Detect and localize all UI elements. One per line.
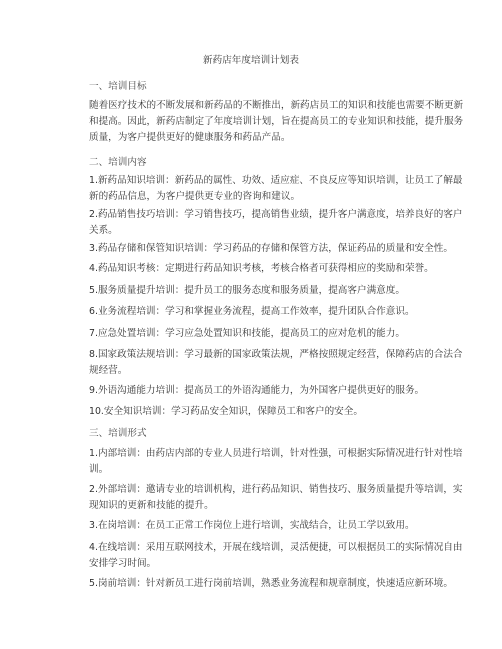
list-item-line: 安排学习时间。	[89, 558, 157, 569]
list-item-number: 6.	[89, 306, 98, 317]
section-heading-format: 三、培训形式	[89, 428, 147, 439]
list-item-number: 10.	[89, 406, 104, 417]
list-item-line	[89, 447, 463, 461]
list-item-line	[89, 348, 463, 362]
list-item-line	[89, 384, 424, 398]
list-item-number: 5.	[89, 285, 98, 296]
list-item-line	[89, 483, 463, 497]
list-item-number: 7.	[89, 328, 98, 339]
section-heading-goals: 一、培训目标	[89, 81, 147, 92]
list-item-text: 业务流程培训：学习和掌握业务流程，提高工作效率，提升团队合作意识。	[97, 306, 415, 317]
list-item-number: 3.	[89, 243, 98, 254]
list-item-text: 国家政策法规培训：学习最新的国家政策法规，严格按照规定经营，保障药店的合法合	[97, 349, 463, 360]
list-item-number: 1.	[89, 448, 98, 459]
list-item-text: 在线培训：采用互联网技术，开展在线培训，灵活便捷，可以根据员工的实际情况自由	[97, 542, 463, 553]
paragraph-line: 随着医疗技术的不断发展和新药品的不断推出，新药店员工的知识和技能也需要不断更新	[89, 100, 464, 111]
list-item-text: 安全知识培训：学习药品安全知识，保障员工和客户的安全。	[103, 406, 363, 417]
list-item-text: 在岗培训：在员工正常工作岗位上进行培训，实战结合，让员工学以致用。	[97, 520, 415, 531]
list-item-text: 应急处置培训：学习应急处置知识和技能，提高员工的应对危机的能力。	[97, 328, 405, 339]
list-item-text: 内部培训：由药店内部的专业人员进行培训，针对性强，可根据实际情况进行针对性培	[97, 448, 463, 459]
list-item-number: 8.	[89, 349, 98, 360]
list-item-number: 2.	[89, 209, 98, 220]
list-item-line	[89, 405, 363, 419]
list-item-text: 服务质量提升培训：提升员工的服务态度和服务质量，提高客户满意度。	[97, 285, 405, 296]
list-item-line	[89, 208, 463, 222]
list-item-line	[89, 284, 405, 298]
list-item-number: 5.	[89, 578, 98, 589]
list-item-line	[89, 262, 434, 276]
list-item-text: 药品知识考核：定期进行药品知识考核，考核合格者可获得相应的奖励和荣誉。	[97, 263, 434, 274]
list-item-text: 新药品知识培训：新药品的属性、功效、适应症、不良反应等知识培训，让员工了解最	[97, 175, 463, 186]
list-item-number: 9.	[89, 385, 98, 396]
list-item-line	[89, 541, 463, 555]
list-item-number: 4.	[89, 542, 98, 553]
list-item-line: 现知识的更新和技能的提升。	[89, 500, 214, 511]
list-item-line	[89, 519, 415, 533]
list-item-line: 规经营。	[89, 365, 128, 376]
list-item-line	[89, 577, 453, 591]
list-item-line: 关系。	[89, 225, 118, 236]
list-item-line	[89, 327, 405, 341]
list-item-number: 4.	[89, 263, 98, 274]
list-item-text: 外部培训：邀请专业的培训机构，进行药品知识、销售技巧、服务质量提升等培训，实	[97, 484, 463, 495]
list-item-line	[89, 242, 453, 256]
list-item-number: 1.	[89, 175, 98, 186]
section-heading-content: 二、培训内容	[89, 157, 147, 168]
list-item-line	[89, 174, 463, 188]
paragraph-line: 和提高。因此，新药店制定了年度培训计划，旨在提高员工的专业知识和技能，提升服务	[89, 116, 464, 127]
paragraph-line: 质量，为客户提供更好的健康服务和药品产品。	[89, 132, 291, 143]
list-item-line: 训。	[89, 464, 109, 475]
list-item-text: 药品销售技巧培训：学习销售技巧，提高销售业绩，提升客户满意度，培养良好的客户	[97, 209, 463, 220]
list-item-text: 药品存储和保管知识培训：学习药品的存储和保管方法，保证药品的质量和安全性。	[97, 243, 453, 254]
document-title: 新药店年度培训计划表	[203, 55, 299, 66]
list-item-line: 新的药品信息，为客户提供更专业的咨询和建议。	[89, 191, 301, 202]
list-item-text: 岗前培训：针对新员工进行岗前培训，熟悉业务流程和规章制度，快速适应新环境。	[97, 578, 453, 589]
list-item-number: 3.	[89, 520, 98, 531]
list-item-line	[89, 305, 415, 319]
list-item-text: 外语沟通能力培训：提高员工的外语沟通能力，为外国客户提供更好的服务。	[97, 385, 425, 396]
list-item-number: 2.	[89, 484, 98, 495]
